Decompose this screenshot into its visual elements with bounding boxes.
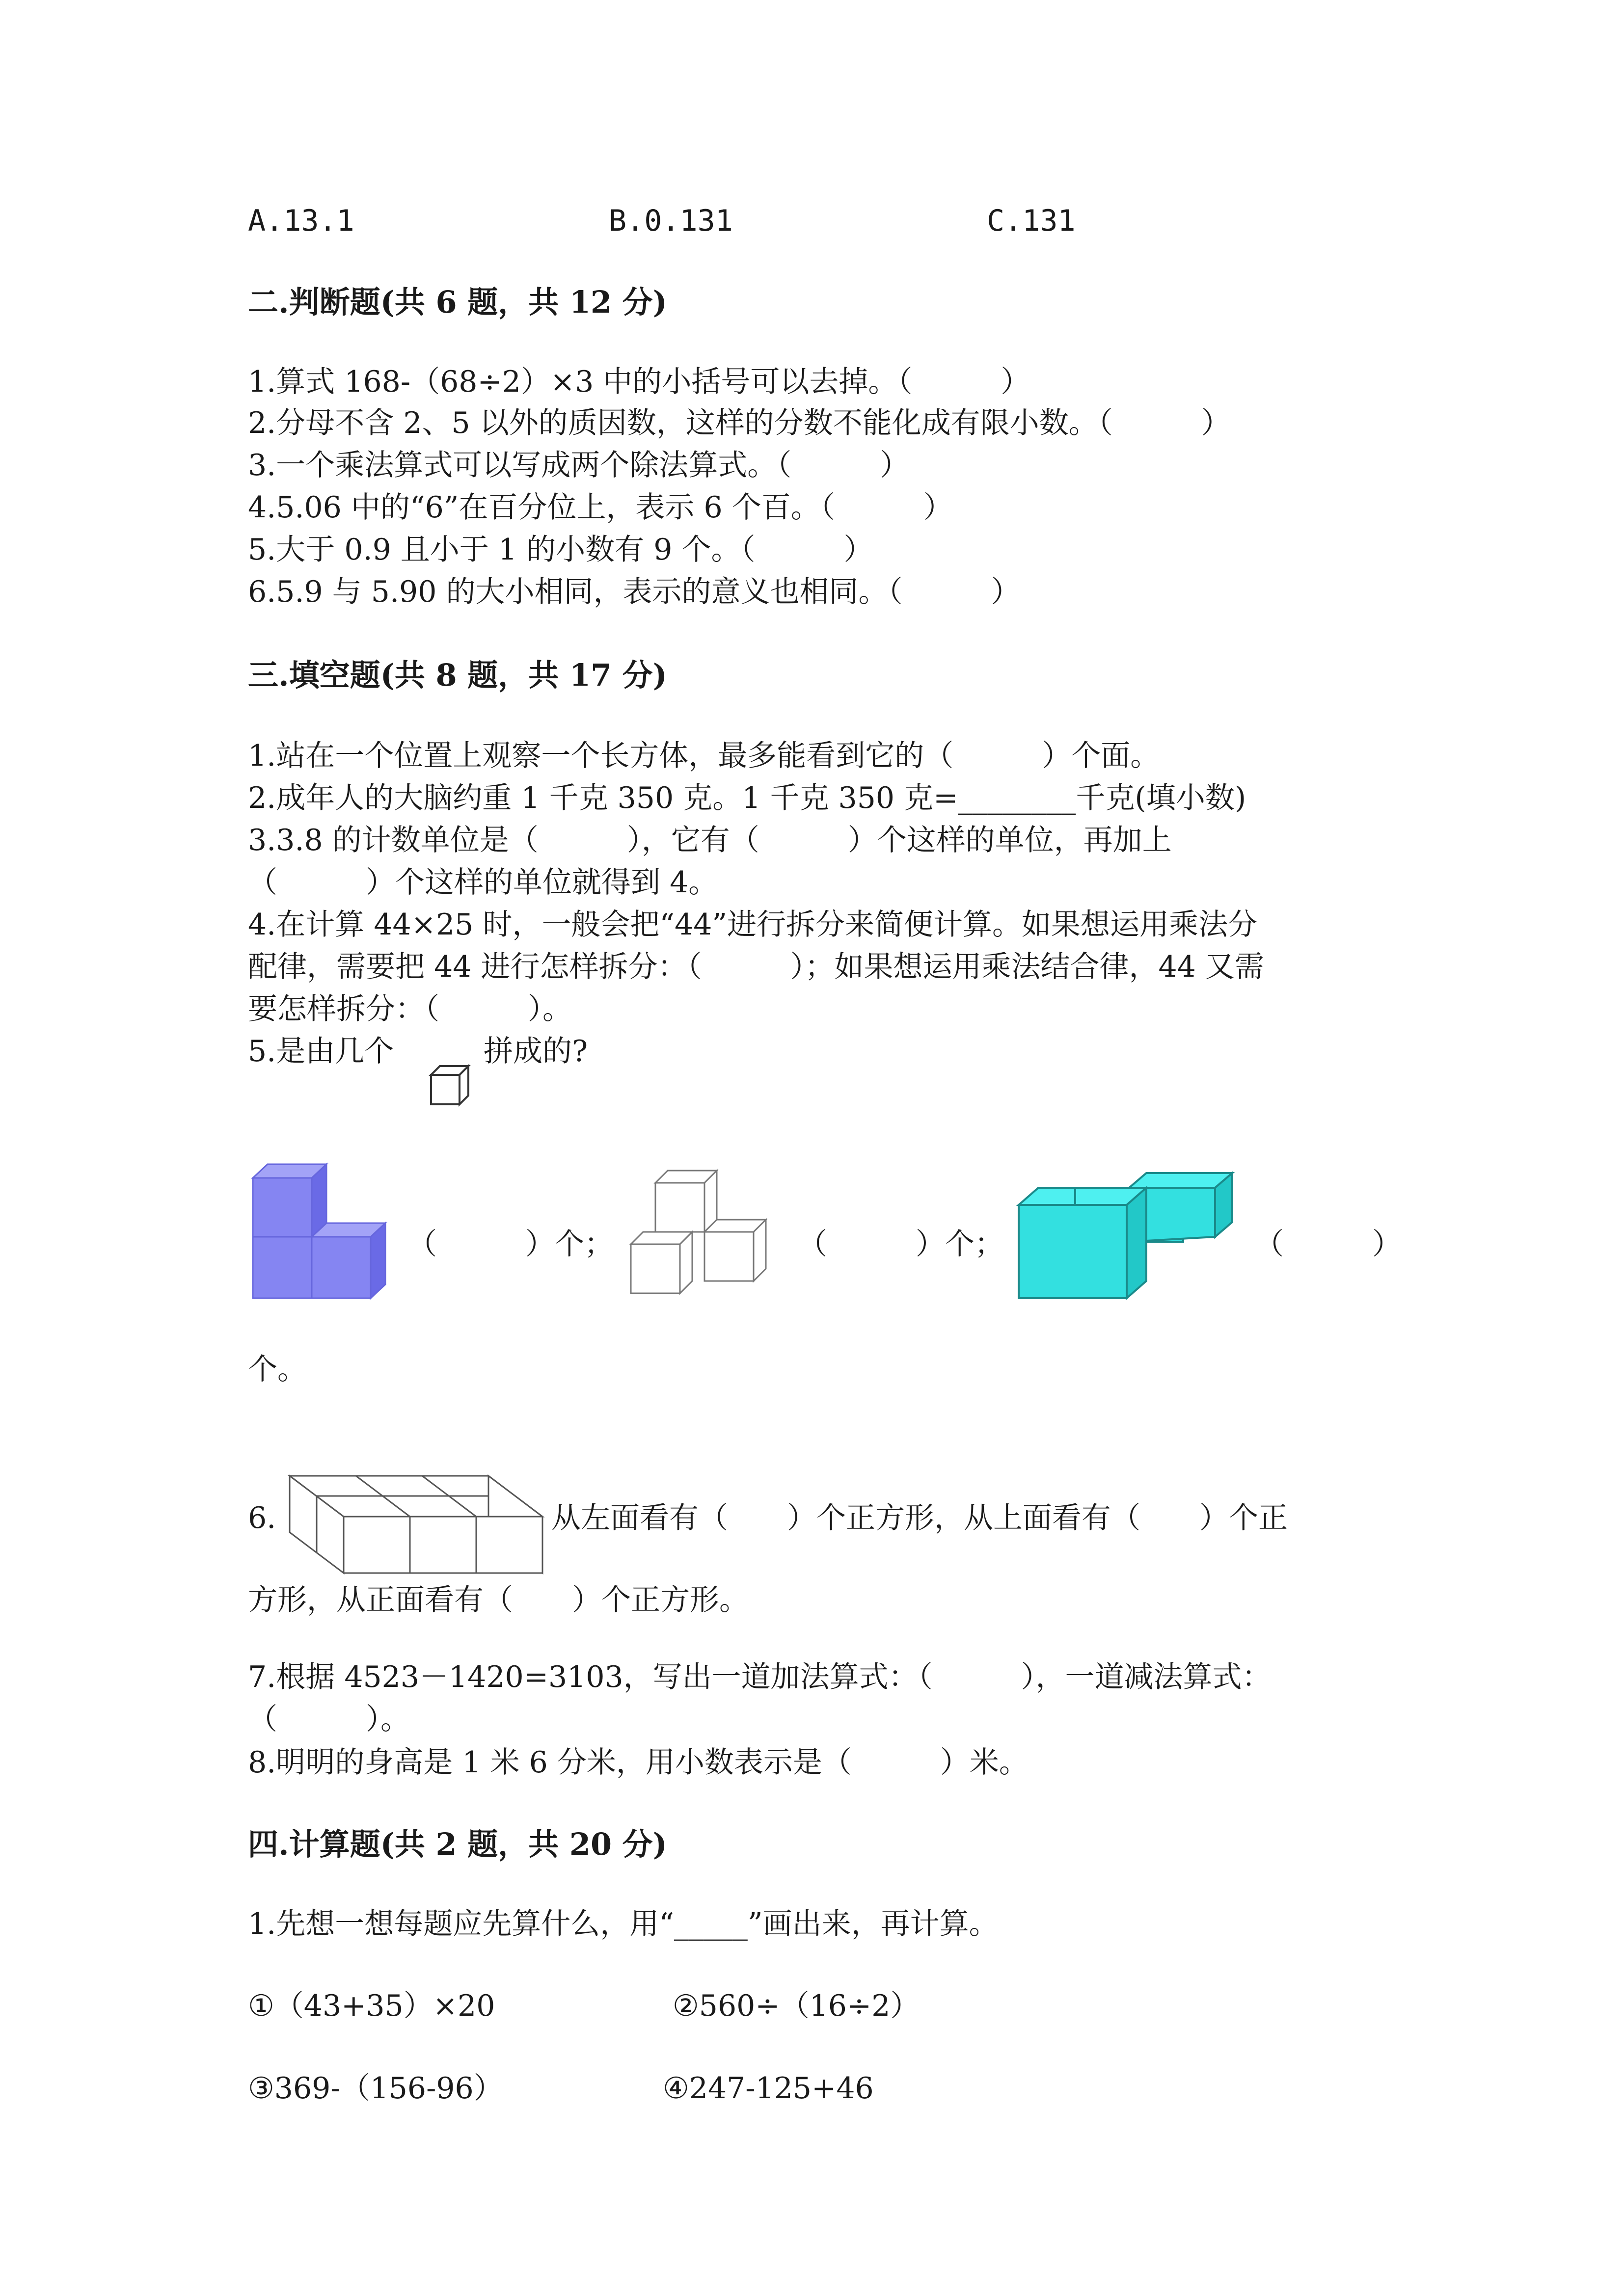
blue-cube-figure (248, 1158, 400, 1306)
fill-q6-line1: 从左面看有（ ）个正方形，从上面看有（ ）个正 (551, 1501, 1288, 1535)
judgment-item-5: 5.大于 0.9 且小于 1 的小数有 9 个。（ ） (248, 533, 873, 567)
fill-q5-suffix: 拼成的? (484, 1034, 588, 1068)
fill-q5-blank1: （ ）个； (407, 1227, 614, 1261)
unit-cube-figure (422, 1055, 481, 1114)
fill-q3-line2: （ ）个这样的单位就得到 4。 (248, 865, 718, 900)
fill-q5-prefix: 5.是由几个 (248, 1034, 394, 1068)
calc-expr-3: ③369-（156-96） (248, 2071, 503, 2106)
fill-q3-line1: 3.3.8 的计数单位是（ ），它有（ ）个这样的单位，再加上 (248, 823, 1172, 857)
fill-q5-tail: 个。 (248, 1352, 307, 1387)
section-title-calc: 四.计算题(共 2 题，共 20 分) (248, 1826, 668, 1862)
cuboid-cubes-figure (285, 1470, 550, 1583)
fill-q7-line1: 7.根据 4523－1420=3103，写出一道加法算式：（ ），一道减法算式： (248, 1660, 1272, 1694)
section-title-judgment: 二.判断题(共 6 题，共 12 分) (248, 284, 668, 320)
fill-q5-blank3: （ ） (1254, 1227, 1402, 1261)
calc-q1: 1.先想一想每题应先算什么，用“_____”画出来，再计算。 (248, 1907, 999, 1941)
fill-q5-blank2: （ ）个； (798, 1227, 1004, 1261)
calc-expr-1: ①（43+35）×20 (248, 1989, 495, 2023)
fill-q6-line2: 方形，从正面看有（ ）个正方形。 (248, 1583, 749, 1617)
calc-expr-4: ④247-125+46 (663, 2071, 874, 2106)
fill-q6-number: 6. (248, 1501, 276, 1535)
calc-expr-2: ②560÷（16÷2） (673, 1989, 920, 2023)
fill-q4-line1: 4.在计算 44×25 时，一般会把“44”进行拆分来简便计算。如果想运用乘法分 (248, 908, 1258, 942)
judgment-item-2: 2.分母不含 2、5 以外的质因数，这样的分数不能化成有限小数。（ ） (248, 406, 1231, 440)
judgment-item-3: 3.一个乘法算式可以写成两个除法算式。（ ） (248, 448, 910, 482)
section-title-fill: 三.填空题(共 8 题，共 17 分) (248, 657, 668, 693)
fill-q8: 8.明明的身高是 1 米 6 分米，用小数表示是（ ）米。 (248, 1745, 1029, 1780)
option-a: A.13.1 (248, 204, 354, 238)
option-c: C.131 (987, 204, 1076, 238)
judgment-item-4: 4.5.06 中的“6”在百分位上，表示 6 个百。（ ） (248, 490, 953, 525)
cyan-cube-figure (1016, 1168, 1242, 1306)
judgment-item-6: 6.5.9 与 5.90 的大小相同，表示的意义也相同。（ ） (248, 575, 1021, 609)
fill-q2: 2.成年人的大脑约重 1 千克 350 克。1 千克 350 克=________千克(填小数) (248, 781, 1246, 815)
fill-q7-line2: （ ）。 (248, 1702, 410, 1736)
judgment-item-1: 1.算式 168-（68÷2）×3 中的小括号可以去掉。（ ） (248, 365, 1030, 399)
white-cube-figure (626, 1156, 783, 1303)
fill-q4-line3: 要怎样拆分：（ ）。 (248, 992, 572, 1026)
fill-q4-line2: 配律，需要把 44 进行怎样拆分：（ ）；如果想运用乘法结合律，44 又需 (248, 950, 1264, 984)
fill-q1: 1.站在一个位置上观察一个长方体，最多能看到它的（ ）个面。 (248, 739, 1160, 773)
option-b: B.0.131 (609, 204, 733, 238)
